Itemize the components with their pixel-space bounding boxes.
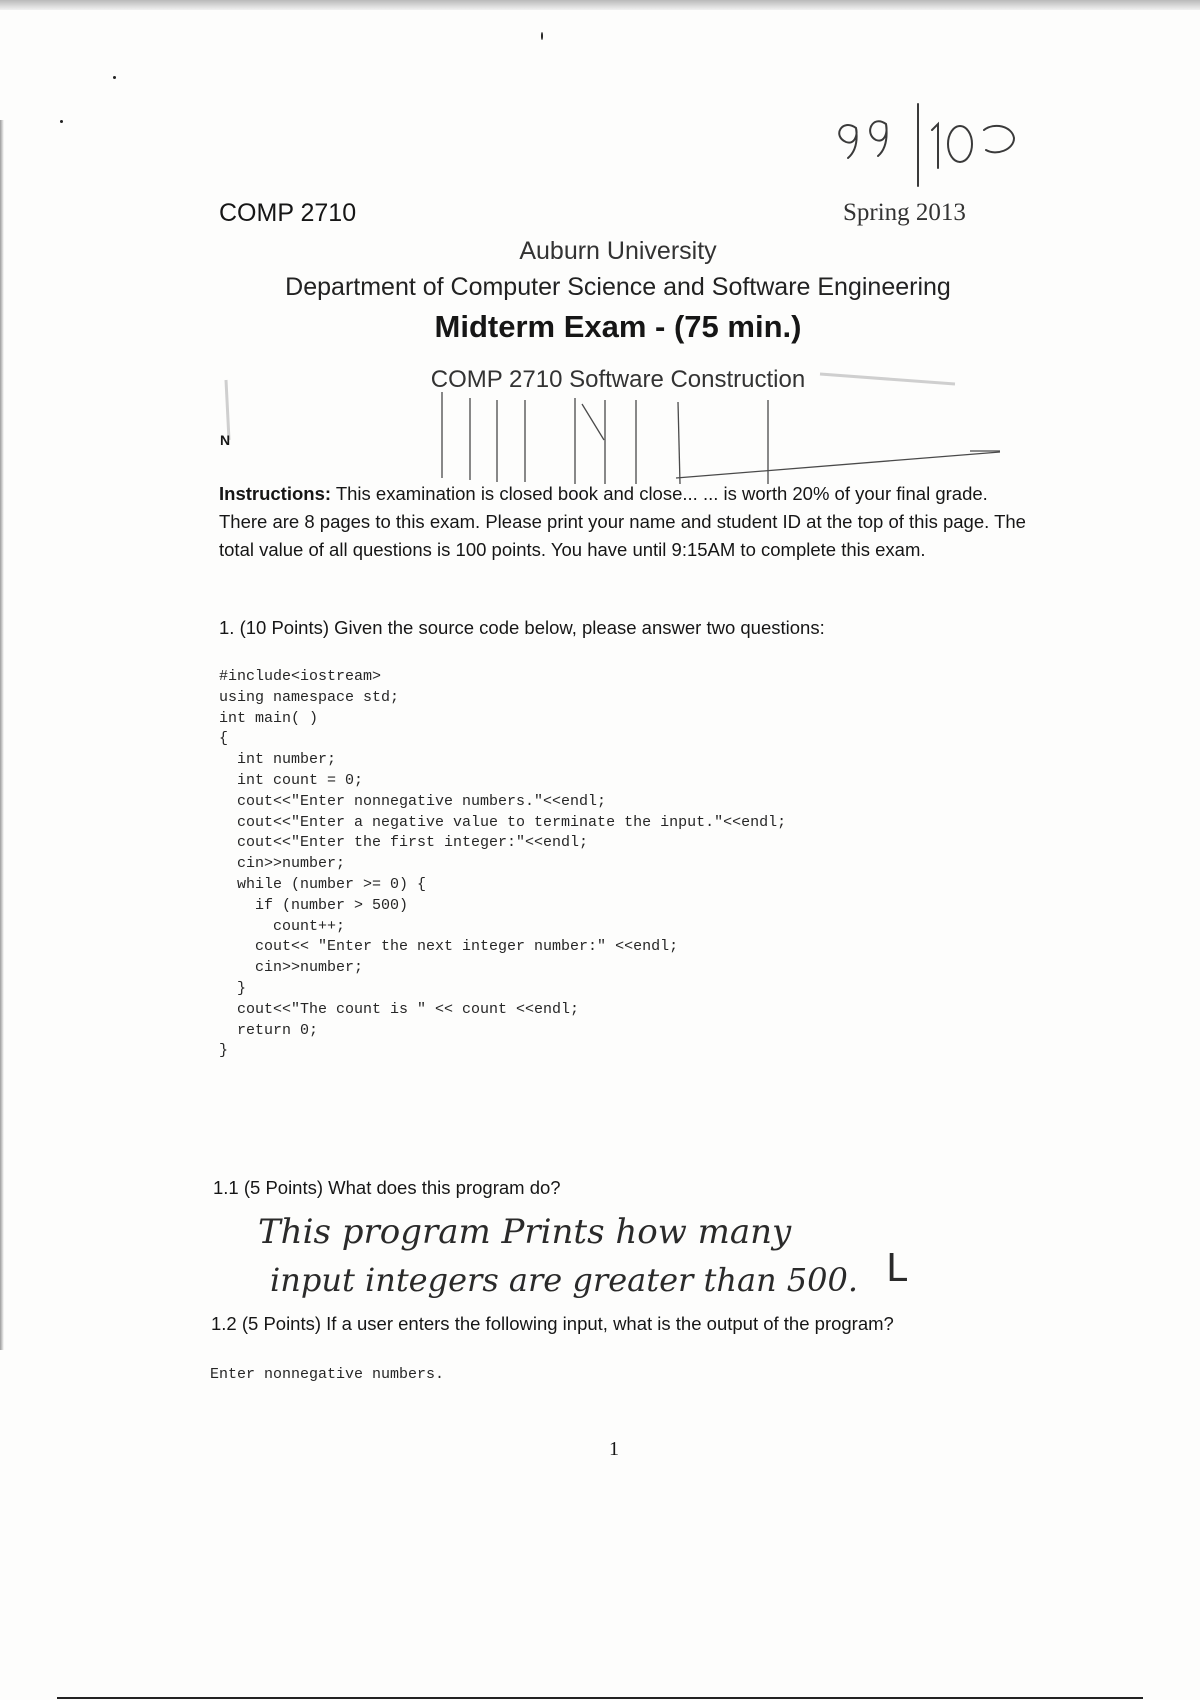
instructions-label: Instructions: <box>219 483 332 504</box>
code-line: } <box>219 1042 229 1060</box>
instructions-text: This examination is closed book and close... ... is worth 20% of your final grade. There are 8 pages to this exam. Please print your name and student ID at the top of this page. The total value of all questions is 100 points. You have until 9:15AM to complete this exam. <box>219 483 1026 560</box>
term: Spring 2013 <box>843 199 966 226</box>
question-1-2-prompt: 1.2 (5 Points) If a user enters the following input, what is the output of the program? <box>211 1313 894 1334</box>
scan-left-edge <box>0 120 4 1350</box>
question-1-1-prompt: 1.1 (5 Points) What does this program do? <box>213 1177 561 1198</box>
scan-top-edge <box>0 0 1200 10</box>
code-line: int number; <box>219 751 337 769</box>
stray-mark <box>60 120 63 123</box>
code-line: count++; <box>219 917 346 935</box>
code-line: } <box>219 979 247 997</box>
source-code-block <box>219 667 786 1062</box>
program-output-line: Enter nonnegative numbers. <box>210 1366 445 1383</box>
code-line: cout<<"The count is " << count <<endl; <box>219 1000 580 1018</box>
page-number: 1 <box>609 1438 619 1460</box>
course-title: COMP 2710 Software Construction <box>430 366 806 393</box>
code-line: if (number > 500) <box>219 896 409 914</box>
code-line: cout<<"Enter nonnegative numbers."<<endl; <box>219 792 607 810</box>
code-line: cin>>number; <box>219 855 346 873</box>
course-code: COMP 2710 <box>219 199 357 227</box>
code-line: cout<<"Enter a negative value to terminate the input."<<endl; <box>219 813 787 831</box>
grading-mark: L <box>886 1246 908 1290</box>
code-line: cin>>number; <box>219 959 364 977</box>
code-line: { <box>219 730 229 748</box>
handwritten-answer <box>258 1203 958 1313</box>
code-line: #include<iostream> <box>219 668 382 685</box>
code-line: using namespace std; <box>219 688 400 706</box>
code-line: cout<<"Enter the first integer:"<<endl; <box>219 834 589 852</box>
answer-line-2: input integers are greater than 500. <box>270 1261 859 1299</box>
instructions <box>219 480 1029 564</box>
university-name: Auburn University <box>519 237 717 265</box>
code-line: int main( ) <box>219 709 319 727</box>
department-name: Department of Computer Science and Software Engineering <box>285 273 951 301</box>
handwritten-score <box>828 100 1028 190</box>
code-line: while (number >= 0) { <box>219 875 427 893</box>
code-line: cout<< "Enter the next integer number:" <<endl; <box>219 938 679 956</box>
code-line: int count = 0; <box>219 771 364 789</box>
bottom-rule <box>57 1697 1143 1699</box>
stray-mark <box>113 76 116 79</box>
exam-title: Midterm Exam - (75 min.) <box>434 309 802 344</box>
stray-mark <box>541 32 543 40</box>
name-label: N <box>220 432 231 448</box>
question-1-prompt: 1. (10 Points) Given the source code below, please answer two questions: <box>219 617 825 638</box>
code-line: return 0; <box>219 1021 319 1039</box>
answer-line-1: This program Prints how many <box>258 1212 792 1252</box>
